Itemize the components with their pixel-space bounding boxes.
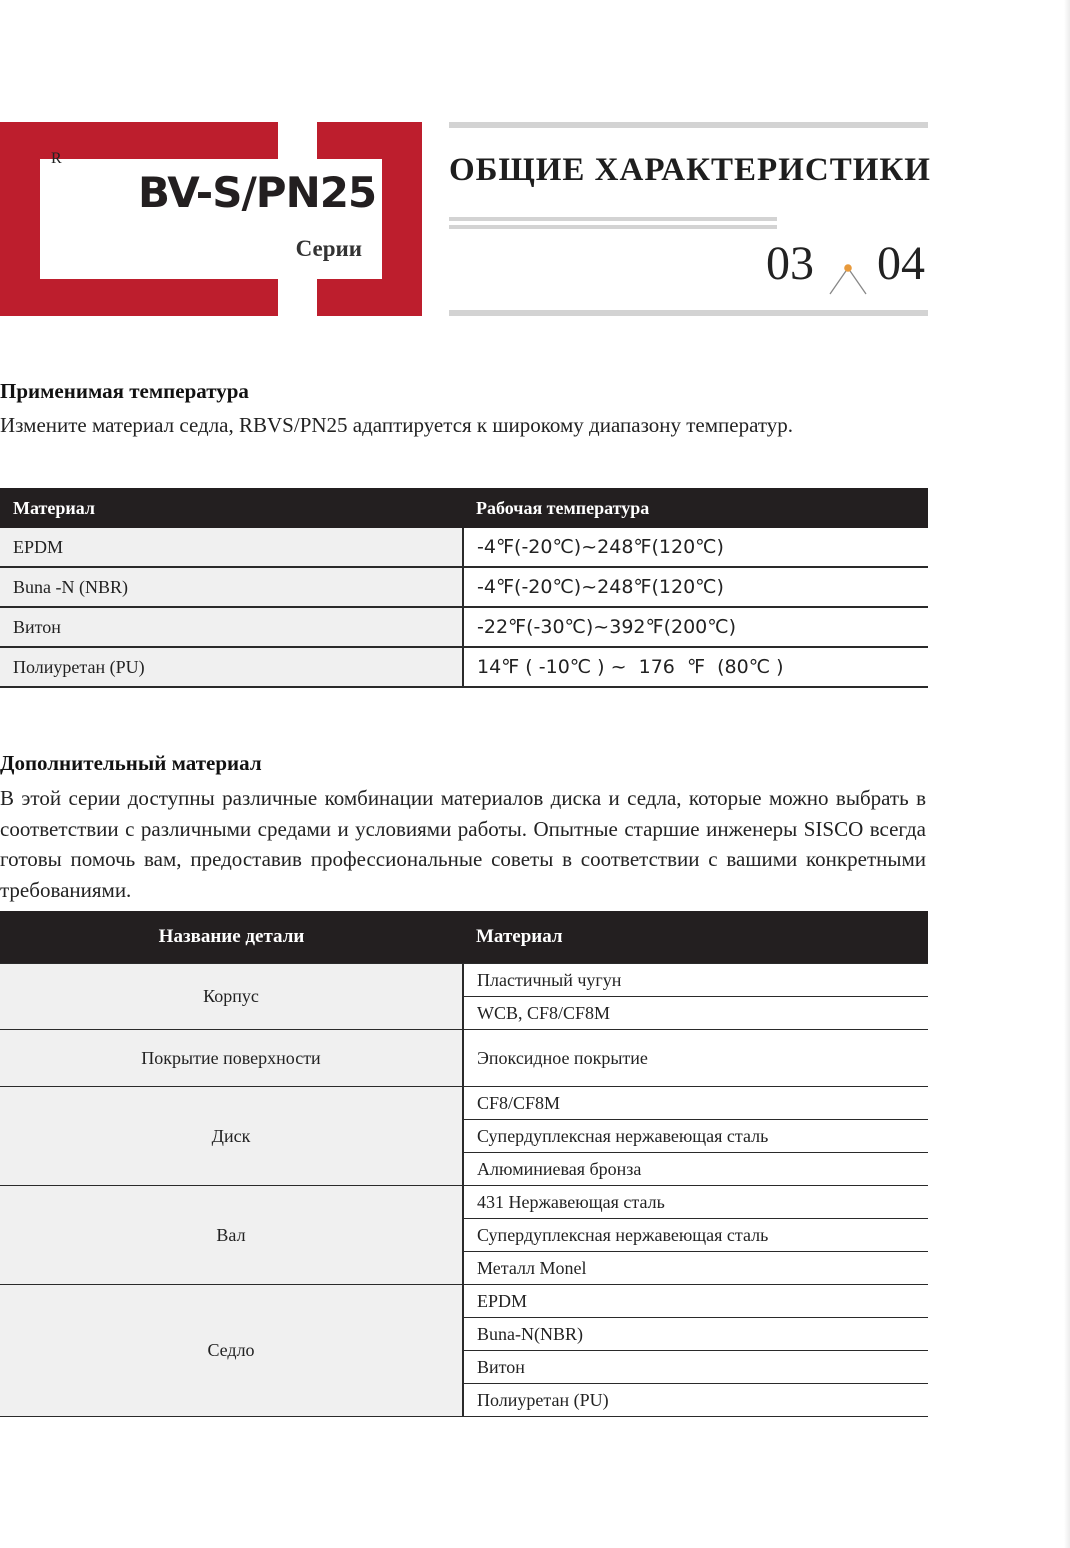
series-logo [0, 122, 422, 316]
cell-material: Витон [463, 1351, 928, 1384]
materials-header-row [0, 911, 928, 964]
cell-material: Супердуплексная нержавеющая сталь [463, 1219, 928, 1252]
col-header-material: Материал [463, 911, 928, 964]
temperature-text: Измените материал седла, RBVS/PN25 адаптируется к широкому диапазону температур. [0, 413, 794, 437]
temperature-table [0, 488, 928, 688]
col-header-part-name: Название детали [0, 911, 463, 964]
cell-part-shaft: Вал [0, 1186, 463, 1285]
logo-model: BV-S/PN25 [138, 168, 377, 217]
page-edge-shadow [1064, 0, 1070, 1548]
cell-part-coating: Покрытие поверхности [0, 1030, 463, 1087]
table-row [0, 1186, 928, 1219]
col-header-material: Материал [0, 488, 463, 528]
cell-material: Металл Monel [463, 1252, 928, 1285]
cell-material: Эпоксидное покрытие [463, 1030, 928, 1087]
cell-temperature: 14℉ ( -10℃ ) ~ 176 ℉ (80℃ ) [463, 647, 928, 687]
cell-material: EPDM [0, 528, 463, 567]
header-rule-bottom [449, 310, 928, 316]
col-header-temperature: Рабочая температура [463, 488, 928, 528]
table-row [0, 528, 928, 567]
cell-temperature: -4℉(-20℃)~248℉(120℃) [463, 567, 928, 607]
logo-series: Серии [295, 236, 362, 261]
table-row [0, 567, 928, 607]
cell-part-disc: Диск [0, 1087, 463, 1186]
cell-material: Витон [0, 607, 463, 647]
cell-material: CF8/CF8M [463, 1087, 928, 1120]
header-rule-mid-1 [449, 217, 777, 221]
cell-temperature: -4℉(-20℃)~248℉(120℃) [463, 528, 928, 567]
table-row [0, 1285, 928, 1318]
cell-material: 431 Нержавеющая сталь [463, 1186, 928, 1219]
cell-material: Пластичный чугун [463, 964, 928, 997]
cell-material: Buna-N(NBR) [463, 1318, 928, 1351]
cell-part-body: Корпус [0, 964, 463, 1030]
mountain-peak-icon [826, 260, 870, 296]
materials-title: Дополнительный материал [0, 751, 262, 775]
page-total: 04 [877, 237, 925, 290]
cell-material: WCB, CF8/CF8M [463, 997, 928, 1030]
cell-material: Супердуплексная нержавеющая сталь [463, 1120, 928, 1153]
header-rule-top [449, 122, 928, 128]
materials-text: В этой серии доступны различные комбинации материалов диска и седла, которые можно выбрать в соответствии с различными средами и условиями работы. Опытные старшие инженеры SISCO всегда готовы помочь вам, предоставив профессиональные советы в соответствии с вашими конкретными требованиями. [0, 786, 926, 902]
table-row [0, 964, 928, 997]
temperature-header-row [0, 488, 928, 528]
table-row [0, 607, 928, 647]
header-rule-mid-2 [449, 225, 777, 229]
cell-part-seat: Седло [0, 1285, 463, 1417]
table-row [0, 1087, 928, 1120]
temperature-title: Применимая температура [0, 379, 249, 403]
page-current: 03 [766, 237, 814, 290]
table-row [0, 1030, 928, 1087]
cell-temperature: -22℉(-30℃)~392℉(200℃) [463, 607, 928, 647]
cell-material: Алюминиевая бронза [463, 1153, 928, 1186]
page-title: ОБЩИЕ ХАРАКТЕРИСТИКИ [449, 152, 931, 188]
cell-material: Полиуретан (PU) [463, 1384, 928, 1417]
cell-material: EPDM [463, 1285, 928, 1318]
logo-letter: R [51, 150, 62, 167]
table-row [0, 647, 928, 687]
cell-material: Buna -N (NBR) [0, 567, 463, 607]
materials-table [0, 911, 928, 1417]
cell-material: Полиуретан (PU) [0, 647, 463, 687]
